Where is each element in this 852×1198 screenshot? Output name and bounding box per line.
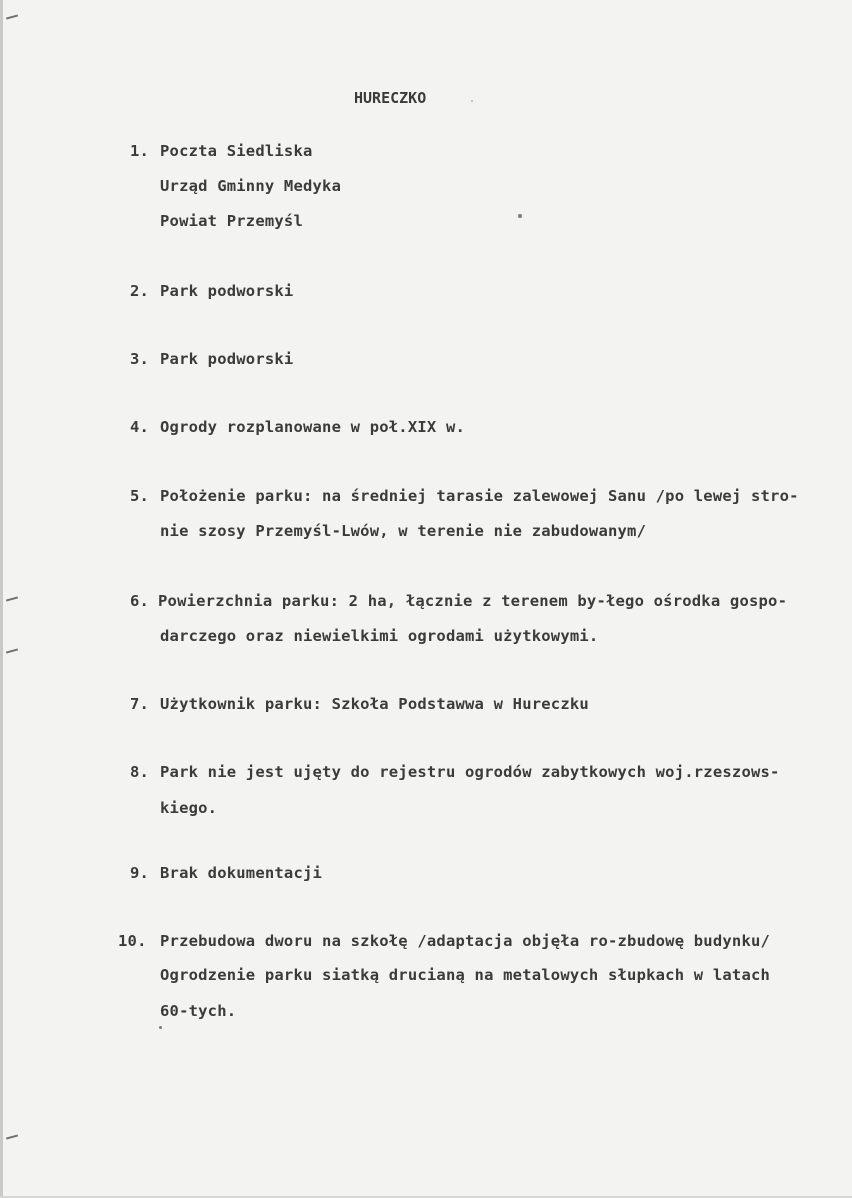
item-text-line: 60-tych. — [160, 1002, 237, 1020]
item-number: 9. — [130, 864, 150, 882]
item-number: 4. — [130, 418, 150, 436]
item-text-line: Przebudowa dworu na szkołę /adaptacja objęła ro-zbudowę budynku/ — [160, 932, 771, 950]
item-text-line: darczego oraz niewielkimi ogrodami użytkowymi. — [160, 627, 599, 645]
item-number: 1. — [130, 142, 150, 160]
item-text-line: Powiat Przemyśl — [160, 212, 303, 230]
item-text-line: Park podworski — [160, 350, 294, 368]
page-edge — [0, 0, 3, 1198]
margin-mark — [6, 648, 18, 653]
ink-speck — [159, 1026, 162, 1029]
item-text-line: Park nie jest ujęty do rejestru ogrodów zabytkowych woj.rzeszows- — [160, 763, 780, 781]
item-text-line: Ogrodzenie parku siatką drucianą na metalowych słupkach w latach — [160, 966, 771, 984]
item-number: 6. — [130, 592, 150, 610]
item-text-line: Park podworski — [160, 282, 294, 300]
margin-mark — [6, 596, 18, 601]
document-title: HURECZKO — [354, 89, 427, 107]
item-text-line: Poczta Siedliska — [160, 142, 313, 160]
item-text-line: Urząd Gminny Medyka — [160, 177, 342, 195]
item-text-line: Użytkownik parku: Szkoła Podstawwa w Hureczku — [160, 695, 589, 713]
margin-mark — [6, 14, 18, 19]
item-text-line: Brak dokumentacji — [160, 864, 323, 882]
item-text-line: kiego. — [160, 799, 218, 817]
item-number: 10. — [118, 932, 147, 950]
ink-speck — [471, 100, 473, 102]
item-number: 2. — [130, 282, 150, 300]
item-text-line: Powierzchnia parku: 2 ha, łącznie z terenem by-łego ośrodka gospo- — [158, 592, 788, 610]
item-text-line: Ogrody rozplanowane w poł.XIX w. — [160, 418, 466, 436]
item-text-line: nie szosy Przemyśl-Lwów, w terenie nie zabudowanym/ — [160, 522, 647, 540]
ink-speck — [518, 214, 522, 218]
item-text-line: Położenie parku: na średniej tarasie zalewowej Sanu /po lewej stro- — [160, 487, 799, 505]
item-number: 5. — [130, 487, 150, 505]
item-number: 3. — [130, 350, 150, 368]
margin-mark — [6, 1134, 18, 1139]
item-number: 7. — [130, 695, 150, 713]
item-number: 8. — [130, 763, 150, 781]
